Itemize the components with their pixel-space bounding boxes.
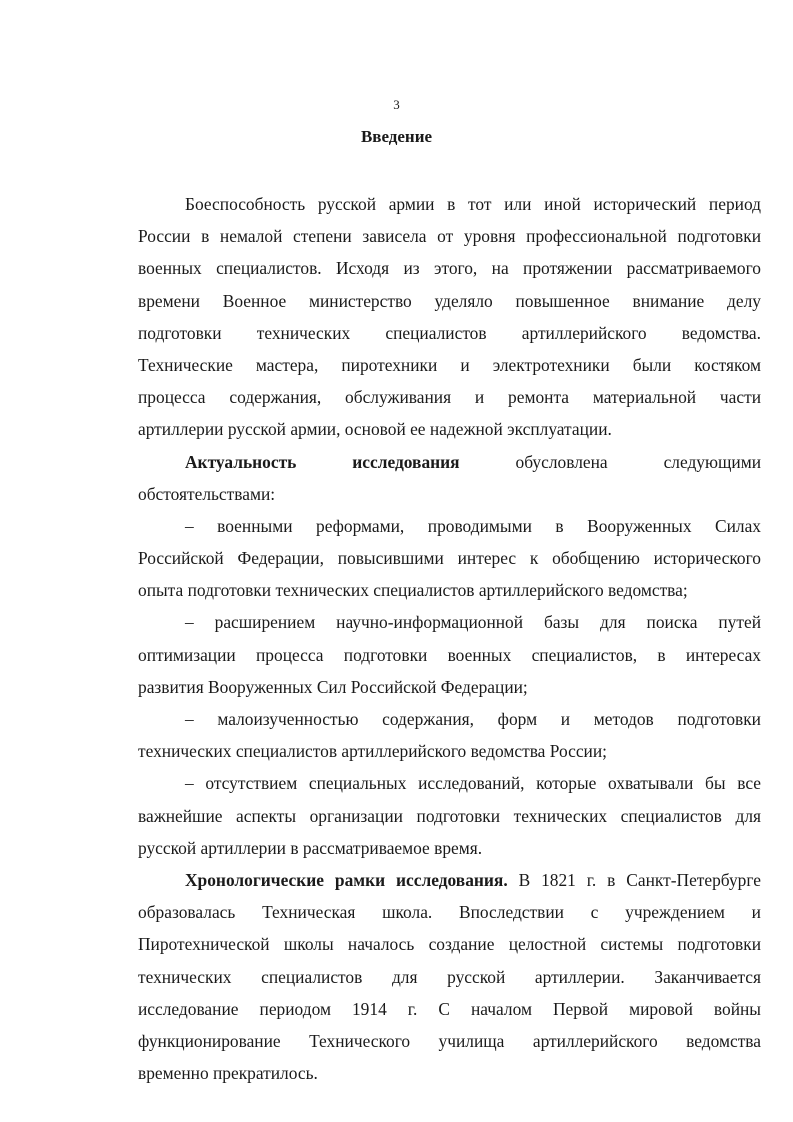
- list-item: [138, 767, 761, 864]
- text-line: – малоизученностью содержания, форм и методов подготовки: [185, 709, 761, 729]
- text-line: процесса содержания, обслуживания и ремонта материальной части: [138, 387, 761, 408]
- text-line: технических специалистов артиллерийского ведомства России;: [138, 741, 608, 762]
- text-line: оптимизации процесса подготовки военных специалистов, в интересах: [138, 644, 761, 665]
- text-line: Технические мастера, пиротехники и электротехники были костяком: [138, 354, 761, 375]
- section-heading: Введение: [360, 127, 433, 146]
- text-line: артиллерии русской армии, основой ее надежной эксплуатации.: [138, 419, 612, 440]
- text-line: временно прекратилось.: [138, 1063, 318, 1084]
- text-line: Боеспособность русской армии в тот или иной исторический период: [185, 194, 761, 214]
- chronology-text: В 1821 г. в Санкт-Петербурге: [507, 869, 761, 890]
- text-line: технических специалистов для русской артиллерии. Заканчивается: [138, 966, 761, 987]
- text-line: обстоятельствами:: [138, 483, 276, 504]
- text-line: Российской Федерации, повысившими интерес к обобщению исторического: [138, 548, 761, 569]
- text-line: Пиротехнической школы началось создание целостной системы подготовки: [138, 934, 761, 955]
- paragraph-intro: [138, 188, 761, 446]
- page-number: 3: [393, 97, 400, 112]
- text-line: [138, 864, 761, 896]
- list-item: [138, 606, 761, 703]
- paragraph-chronology: [138, 864, 761, 1089]
- text-line: исследование периодом 1914 г. С началом Первой мировой войны: [138, 998, 761, 1019]
- text-line: – отсутствием специальных исследований, которые охватывали бы все: [185, 773, 761, 794]
- document-body: [138, 188, 761, 1089]
- text-line: развития Вооруженных Сил Российской Федерации;: [138, 676, 528, 697]
- text-line: военных специалистов. Исходя из этого, на протяжении рассматриваемого: [138, 258, 761, 279]
- text-line: России в немалой степени зависела от уровня профессиональной подготовки: [138, 226, 761, 247]
- chronology-label: Хронологические рамки исследования.: [185, 869, 508, 890]
- text-line: русской артиллерии в рассматриваемое время.: [138, 837, 483, 858]
- text-line: времени Военное министерство уделяло повышенное внимание делу: [138, 290, 761, 311]
- paragraph-relevance: [138, 446, 761, 510]
- text-line: [138, 446, 761, 478]
- text-line: важнейшие аспекты организации подготовки технических специалистов для: [138, 805, 761, 826]
- text-line: – расширением научно-информационной базы для поиска путей: [185, 612, 761, 633]
- relevance-label: Актуальность исследования: [185, 451, 460, 472]
- list-item: [138, 510, 761, 607]
- text-line: – военными реформами, проводимыми в Вооруженных Силах: [185, 515, 761, 536]
- text-line: функционирование Технического училища артиллерийского ведомства: [138, 1030, 761, 1051]
- relevance-text: обусловлена следующими: [459, 451, 761, 472]
- text-line: подготовки технических специалистов артиллерийского ведомства.: [138, 322, 761, 343]
- list-item: [138, 703, 761, 767]
- text-line: опыта подготовки технических специалистов артиллерийского ведомства;: [138, 580, 688, 601]
- text-line: образовалась Техническая школа. Впоследствии с учреждением и: [138, 902, 761, 923]
